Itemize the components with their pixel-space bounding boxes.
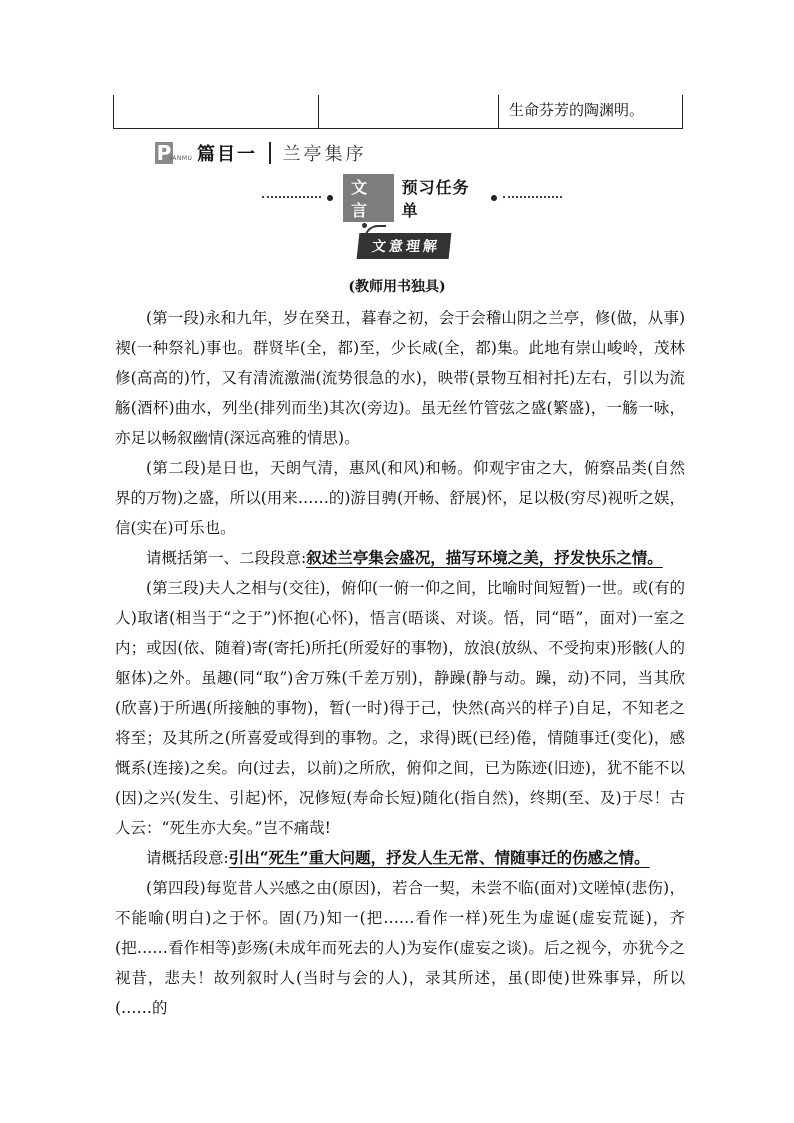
dotted-rule [262, 196, 321, 200]
table-cell-text: 生命芬芳的陶渊明。 [509, 101, 645, 119]
summary-question-2 [115, 843, 685, 873]
badge-dot-icon [362, 223, 367, 228]
dotted-rule [503, 196, 562, 200]
paragraph-3: (第三段)夫人之相与(交往)，俯仰(一俯一仰之间，比喻时间短暂)一世。或(有的人)取诸(相当于“之于”)怀抱(心怀)，悟言(晤谈、对谈。悟，同“晤”，面对)一室之内；或因(依、随着)寄(寄托)所托(所爱好的事物)，放浪(放纵、不受拘束)形骸(人的躯体)之外。虽趣(同“取”)舍万殊(千差万别)，静躁(静与动。躁，动)不同，当其欣(欣喜)于所遇(所接触的事物)，暂(一时)得于己，快然(高兴的样子)自足，不知老之将至；及其所之(所喜爱或得到的事物。之，求得)既(已经)倦，情随事迁(变化)，感慨系(连接)之矣。向(过去，以前)之所欣，俯仰之间，已为陈迹(旧迹)，犹不能不以(因)之兴(发生、引起)怀，况修短(寿命长短)随化(指自然)，终期(至、及)于尽！古人云：“死生亦大矣。”岂不痛哉! [115, 579, 685, 837]
question-answer: 叙述兰亭集会盛况，描写环境之美，抒发快乐之情。 [306, 548, 663, 567]
teacher-note: (教师用书独具) [348, 279, 446, 295]
table-divider [498, 95, 499, 128]
table-divider [318, 95, 319, 128]
paragraph-2: (第二段)是日也，天朗气清，惠风(和风)和畅。仰观宇宙之大，俯察品类(自然界的万物)之盛，所以(用来……的)游目骋(开畅、舒展)怀，足以极(穷尽)视听之娱，信(实在)可乐也。 [115, 459, 685, 537]
question-prompt: 请概括段意: [146, 849, 229, 867]
summary-question-1 [115, 543, 685, 573]
table-fragment [113, 95, 683, 129]
bullet-dot-icon [491, 195, 497, 201]
paragraph-4: (第四段)每览昔人兴感之由(原因)，若合一契，未尝不临(面对)文嗟悼(悲伤)，不能喻(明白)之于怀。固(乃)知一(把……看作一样)死生为虚诞(虚妄荒诞)，齐(把……看作相等)彭殇(未成年而死去的人)为妄作(虚妄之谈)。后之视今，亦犹今之视昔，悲夫！故列叙时人(当时与会的人)，录其所述，虽(即使)世殊事异，所以(……的 [115, 879, 685, 1017]
section-title: 兰亭集序 [282, 144, 367, 165]
section-divider [269, 142, 271, 164]
paragraph-1: (第一段)永和九年，岁在癸丑，暮春之初，会于会稽山阴之兰亭，修(做，从事)禊(一种祭礼)事也。群贤毕(全，都)至，少长咸(全，都)集。此地有崇山峻岭，茂林修(高高的)竹，又有清流激湍(流势很急的水)，映带(景物互相衬托)左右，引以为流觞(酒杯)曲水，列坐(排列而坐)其次(旁边)。虽无丝竹管弦之盛(繁盛)，一觞一咏，亦足以畅叙幽情(深远高雅的情思)。 [115, 309, 685, 447]
bullet-dot-icon [327, 195, 333, 201]
passage-body [115, 303, 685, 1023]
pianmu-logo-icon: P IANMU [156, 141, 193, 165]
section-label: 篇目一 [197, 144, 257, 165]
badge-label: 文意理解 [357, 233, 452, 259]
task-title: 预习任务单 [401, 178, 470, 220]
section-badge [358, 233, 450, 259]
section-header [155, 140, 367, 166]
question-answer: 引出“死生”重大问题，抒发人生无常、情随事迁的伤感之情。 [228, 848, 650, 867]
question-prompt: 请概括第一、二段段意: [146, 549, 307, 567]
task-header [262, 178, 562, 220]
task-tag: 文言 [343, 174, 393, 222]
